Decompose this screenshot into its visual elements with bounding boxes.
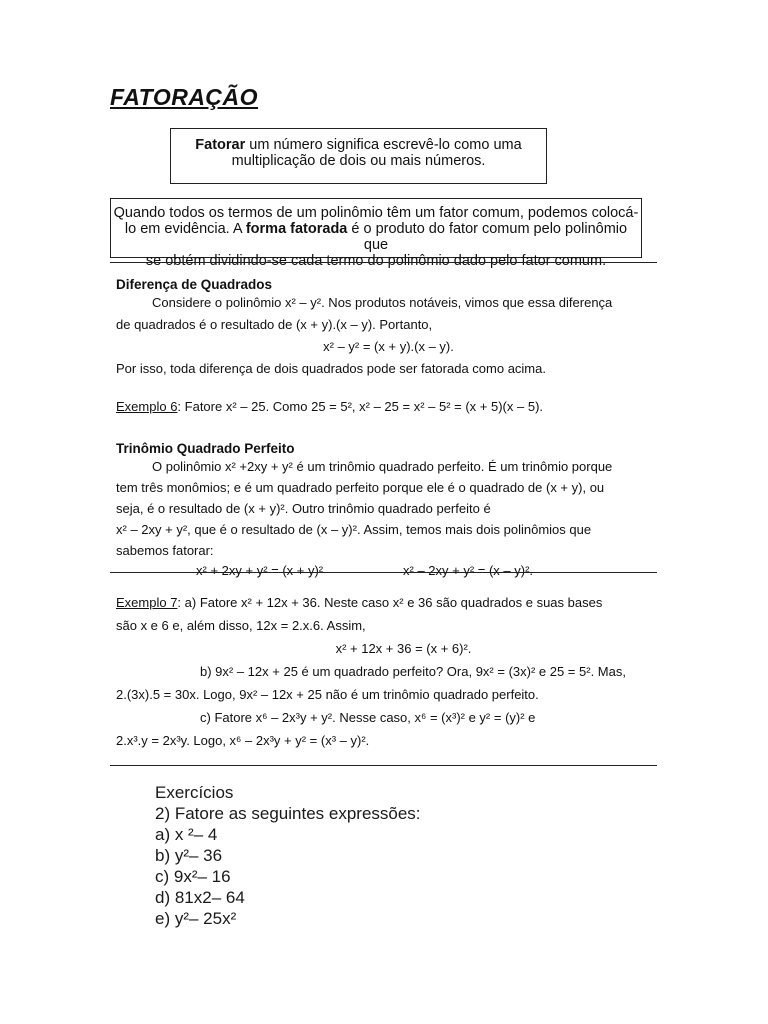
common-factor-line-3: se obtém dividindo-se cada termo do polinômio dado pelo fator comum. [145,253,607,269]
paragraph-line: O polinômio x² +2xy + y² é um trinômio quadrado perfeito. É um trinômio porque [152,459,613,474]
paragraph-line: tem três monômios; e é um quadrado perfeito porque ele é o quadrado de (x + y), ou [116,480,605,495]
paragraph-line: sabemos fatorar: [116,543,214,558]
exercises-title: Exercícios [155,783,234,802]
definition-term: Fatorar [195,137,246,153]
definition-line-1: Fatorar um número significa escrevê-lo como uma [195,137,522,153]
definition-box [170,128,547,184]
exercise-item: b) y²– 36 [155,846,223,865]
section-heading: Trinômio Quadrado Perfeito [116,441,295,456]
common-factor-line-1: Quando todos os termos de um polinômio têm um fator comum, podemos colocá- [113,205,639,221]
page-title: FATORAÇÃO [110,84,259,110]
paragraph-line: de quadrados é o resultado de (x + y).(x – y). Portanto, [116,317,433,332]
example-7-b: b) 9x² – 12x + 25 é um quadrado perfeito? Ora, 9x² = (3x)² e 25 = 5². Mas, [200,664,626,679]
paragraph-line: 2.(3x).5 = 30x. Logo, 9x² – 12x + 25 não é um trinômio quadrado perfeito. [116,687,539,702]
exercise-item: a) x ²– 4 [155,825,218,844]
formula: x² + 12x + 36 = (x + 6)². [335,641,472,656]
divider [110,765,657,766]
formula: x² – y² = (x + y).(x – y). [323,339,454,354]
formula: x² + 2xy + y² = (x + y)² [196,563,324,578]
formula: x² – 2xy + y² = (x – y)². [403,563,534,578]
exercises-section [155,782,421,929]
exercise-item: e) y²– 25x² [155,909,237,928]
common-factor-line-2: lo em evidência. A forma fatorada é o produto do fator comum pelo polinômio que [124,221,628,253]
example-7-section [116,591,651,752]
exercise-item: c) 9x²– 16 [155,867,231,886]
difference-of-squares-section [116,276,651,416]
divider [110,572,657,573]
perfect-square-trinomial-section [116,440,651,580]
paragraph-line: 2.x³.y = 2x³y. Logo, x⁶ – 2x³y + y² = (x³ – y)². [116,733,370,748]
paragraph-line: Considere o polinômio x² – y². Nos produtos notáveis, vimos que essa diferença [152,295,613,310]
exercises-prompt: 2) Fatore as seguintes expressões: [155,804,421,823]
paragraph-line: são x e 6 e, além disso, 12x = 2.x.6. Assim, [116,618,366,633]
divider [110,262,657,263]
section-heading: Diferença de Quadrados [116,277,273,292]
paragraph-line: seja, é o resultado de (x + y)². Outro trinômio quadrado perfeito é [116,501,491,516]
exercise-item: d) 81x2– 64 [155,888,245,907]
example-7-c: c) Fatore x⁶ – 2x³y + y². Nesse caso, x⁶ = (x³)² e y² = (y)² e [200,710,536,725]
paragraph-line: x² – 2xy + y², que é o resultado de (x – y)². Assim, temos mais dois polinômios que [116,522,592,537]
definition-line-2: multiplicação de dois ou mais números. [231,153,486,169]
example-7-a: Exemplo 7: a) Fatore x² + 12x + 36. Neste caso x² e 36 são quadrados e suas bases [116,595,603,610]
formula-row [116,562,651,580]
example-6: Exemplo 6: Fatore x² – 25. Como 25 = 5², x² – 25 = x² – 5² = (x + 5)(x – 5). [116,399,544,414]
paragraph-line: Por isso, toda diferença de dois quadrados pode ser fatorada como acima. [116,361,546,376]
common-factor-box [110,198,642,269]
